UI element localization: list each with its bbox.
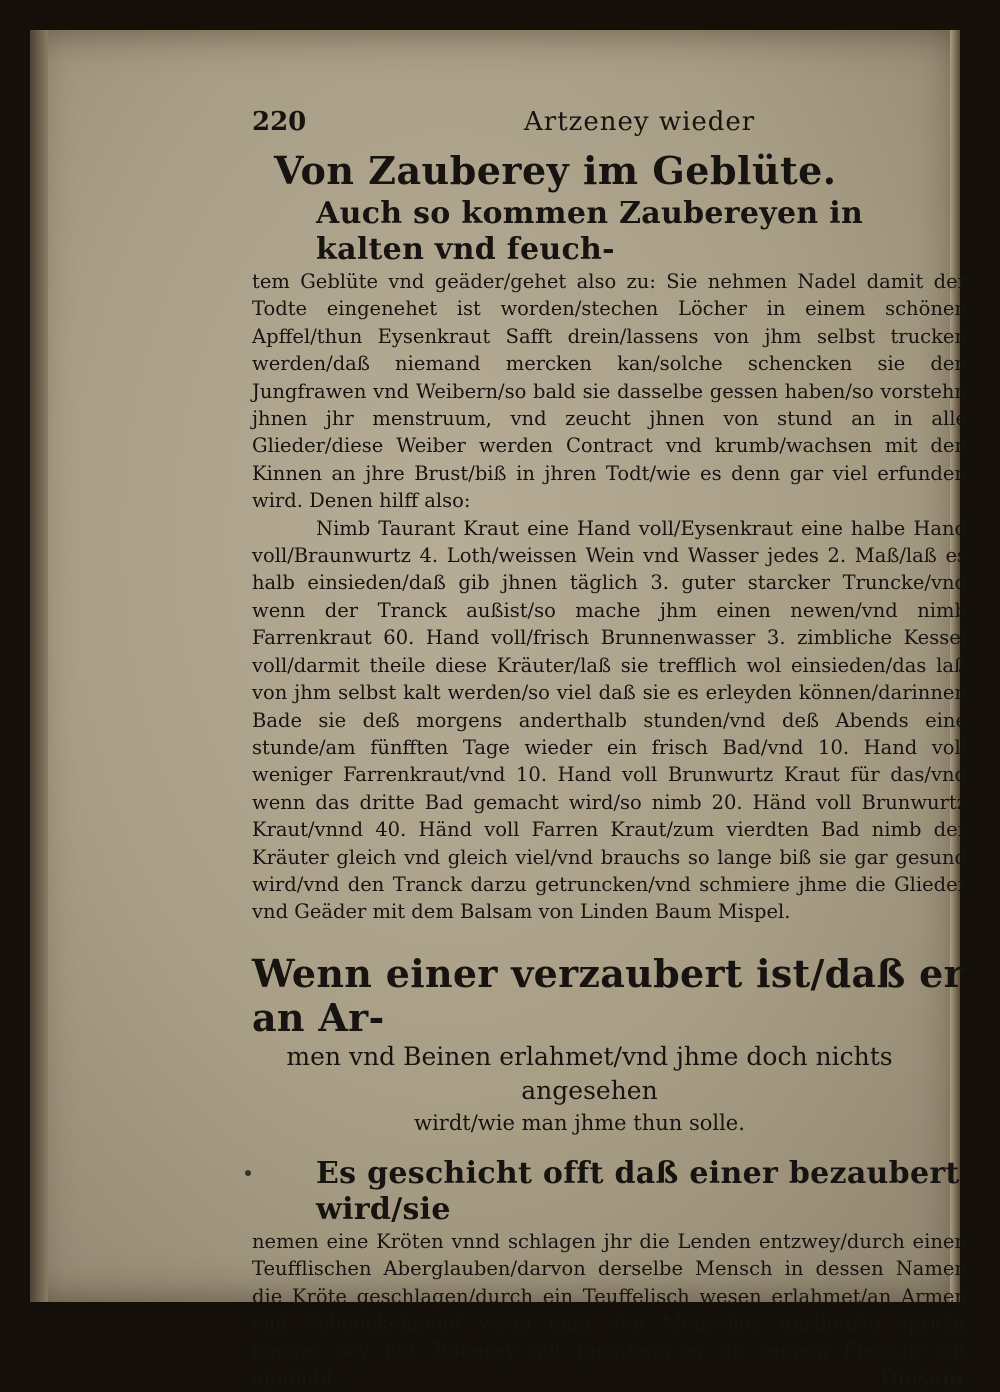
running-head xyxy=(252,100,967,144)
binding-edge xyxy=(30,30,48,1302)
section1-lead-line: Auch so kommen Zaubereyen in kalten vnd feuch- xyxy=(316,196,864,267)
catchword: Diesem xyxy=(880,1366,963,1391)
page-number: 220 xyxy=(252,107,307,137)
text-block xyxy=(252,100,967,1391)
section2-subheading-line2: wirdt/wie man jhme thun solle. xyxy=(414,1110,745,1135)
section-heading-zauberey: Von Zauberey im Geblüte. xyxy=(274,148,837,193)
book-page xyxy=(30,30,967,1391)
section2-subheading-line1: men vnd Beinen erlahmet/vnd jhme doch nichts angesehen xyxy=(286,1041,893,1105)
remedy-paragraph xyxy=(252,515,967,926)
ink-smudge xyxy=(245,1170,251,1176)
section2-lead-line: Es geschicht offt daß einer bezaubert wird/sie xyxy=(316,1155,960,1227)
remedy-text: Nimb Taurant Kraut eine Hand voll/Eysenkraut eine halbe Hand voll/Braunwurtz 4. Loth/weissen Wein vnd Wasser jedes 2. Maß/laß es halb einsieden/daß gib jhnen täglich 3. guter starcker Truncke/vnd wenn der Tranck außist/so mache jhm einen newen/vnd nimb Farrenkraut 60. Hand voll/frisch Brunnenwasser 3. zimbliche Kessel voll/darmit theile diese Kräuter/laß sie trefflich wol einsieden/das laß von jhm selbst kalt werden/so viel daß sie es erleyden können/darinnen Bade sie deß morgens anderthalb stunden/vnd deß Abends eine stunde/am fünfften Tage wieder ein frisch Bad/vnd 10. Hand voll weniger Farrenkraut/vnd 10. Hand voll Brunwurtz Kraut für das/vnd wenn das dritte Bad gemacht wird/so nimb 20. Händ voll Brunwurtz Kraut/vnnd 40. Händ voll Farren Kraut/zum vierdten Bad nimb der Kräuter gleich vnd gleich viel/vnd brauchs so lange biß sie gar gesund wird/vnd den Tranck darzu getruncken/vnd schmiere jhme die Glieder vnd Geäder mit dem Balsam von Linden Baum Mispel. xyxy=(252,516,967,924)
section-heading-verzaubert: Wenn einer verzaubert ist/daß er an Ar- xyxy=(252,950,964,1040)
section1-paragraph: tem Geblüte vnd geäder/gehet also zu: Sie nehmen Nadel damit der Todte eingenehet ist worden/stechen Löcher in einem schönen Apffel/thun Eysenkraut Safft drein/lassens von jhm selbst trucken werden/daß niemand mercken kan/solche schencken sie den Jungfrawen vnd Weibern/so bald sie dasselbe gessen haben/so vorstehn jhnen jhr menstruum, vnd zeucht jhnen von stund an in alle Glieder/diese Weiber werden Contract vnd krumb/wachsen mit den Kinnen an jhre Brust/biß in jhren Todt/wie es denn gar viel erfunden wird. Denen hilff also: xyxy=(252,270,967,513)
running-title: Artzeney wieder xyxy=(524,107,756,137)
section2-paragraph: nemen eine Kröten vnnd schlagen jhr die Lenden entzwey/durch einen Teufflischen Aberglauben/darvon derselbe Mensch in dessen Namen die Kröte geschlagen/durch ein Teuffelisch wesen erlahmet/an Armen vnd Schenckeln/vnd wenn man den Menschen ansihet/so spricht man/es sey nur Büberey mit jhm/denn er an seinem Fleische nit abnimbt. xyxy=(252,1229,967,1390)
